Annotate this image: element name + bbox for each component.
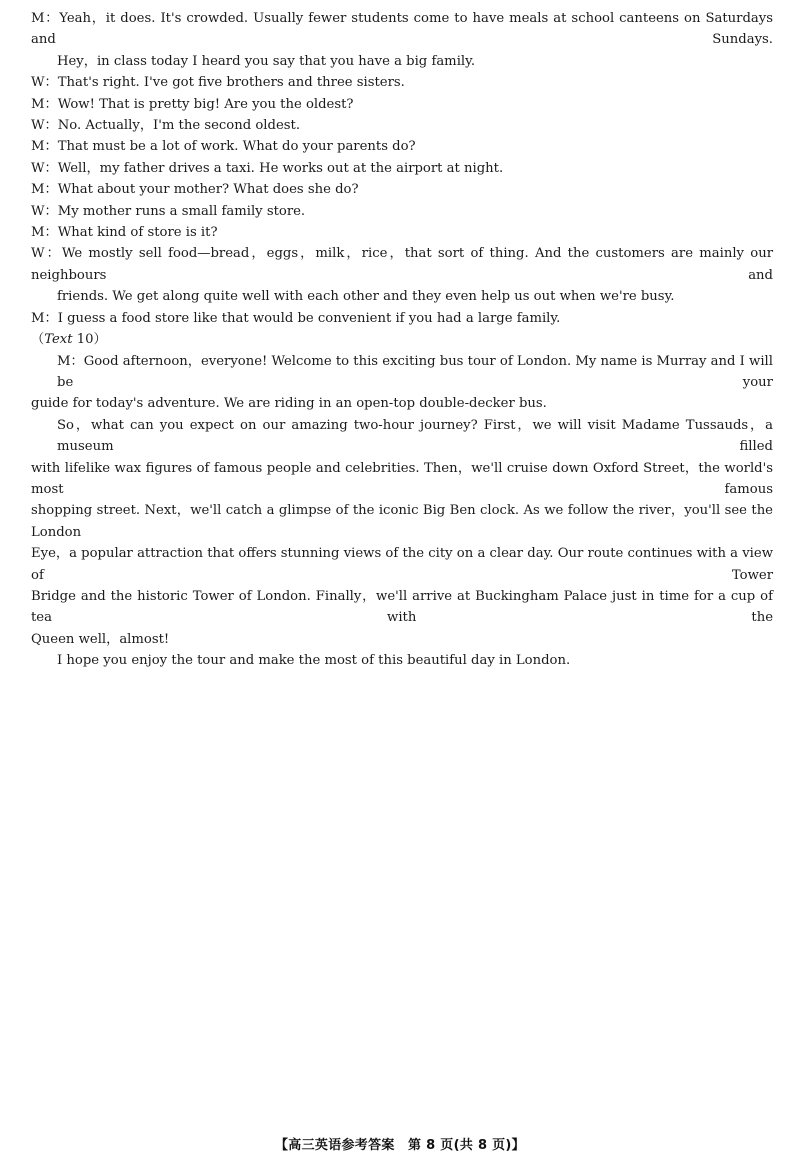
dialogue-line: W：We mostly sell food—bread，eggs，milk，rice，that sort of thing. And the customers are mainly our neighbours and: [31, 246, 773, 283]
section-label-text-10: [31, 329, 773, 350]
monologue-line: So，what can you expect on our amazing two-hour journey? First，we will visit Madame Tussauds，a museum filled: [57, 417, 773, 455]
dialogue-line: M：I guess a food store like that would be convenient if you had a large family.: [31, 310, 561, 326]
dialogue-line: Hey，in class today I heard you say that you have a big family.: [57, 53, 476, 69]
monologue-line: M：Good afternoon，everyone! Welcome to this exciting bus tour of London. My name is Murray and I will be your: [57, 353, 773, 390]
dialogue-line: friends. We get along quite well with each other and they even help us out when we're busy.: [57, 289, 675, 305]
monologue-line: I hope you enjoy the tour and make the most of this beautiful day in London.: [57, 653, 571, 669]
monologue-line: with lifelike wax figures of famous people and celebrities. Then，we'll cruise down Oxford Street，the world's most famous: [31, 460, 773, 497]
dialogue-line: W：That's right. I've got five brothers and three sisters.: [31, 75, 405, 91]
label-word: Text: [44, 332, 73, 348]
monologue-line: guide for today's adventure. We are riding in an open-top double-decker bus.: [31, 396, 547, 412]
dialogue-line: W：No. Actually，I'm the second oldest.: [31, 118, 301, 134]
page-footer: 【高三英语参考答案 第 8 页(共 8 页)】: [275, 1138, 525, 1153]
monologue-line: Bridge and the historic Tower of London. Finally，we'll arrive at Buckingham Palace just in time for a cup of tea with the: [31, 588, 773, 626]
dialogue-line: W：Well，my father drives a taxi. He works out at the airport at night.: [31, 160, 504, 176]
monologue-line: shopping street. Next，we'll catch a glimpse of the iconic Big Ben clock. As we follow the river，you'll see the London: [31, 503, 773, 540]
label-open: （: [31, 332, 45, 348]
page-content: [31, 8, 773, 672]
dialogue-line: W：My mother runs a small family store.: [31, 203, 306, 219]
dialogue-line: M：That must be a lot of work. What do your parents do?: [31, 139, 416, 155]
dialogue-line: M：Yeah，it does. It's crowded. Usually fewer students come to have meals at school canteens on Saturdays and Sundays.: [31, 11, 773, 48]
monologue-line: Eye，a popular attraction that offers stunning views of the city on a clear day. Our route continues with a view of Tower: [31, 546, 773, 583]
dialogue-line: M：What kind of store is it?: [31, 225, 218, 241]
dialogue-line: M：What about your mother? What does she do?: [31, 182, 359, 198]
monologue-line: Queen well，almost!: [31, 631, 170, 647]
dialogue-line: M：Wow! That is pretty big! Are you the oldest?: [31, 96, 354, 112]
label-number: 10）: [72, 332, 107, 348]
